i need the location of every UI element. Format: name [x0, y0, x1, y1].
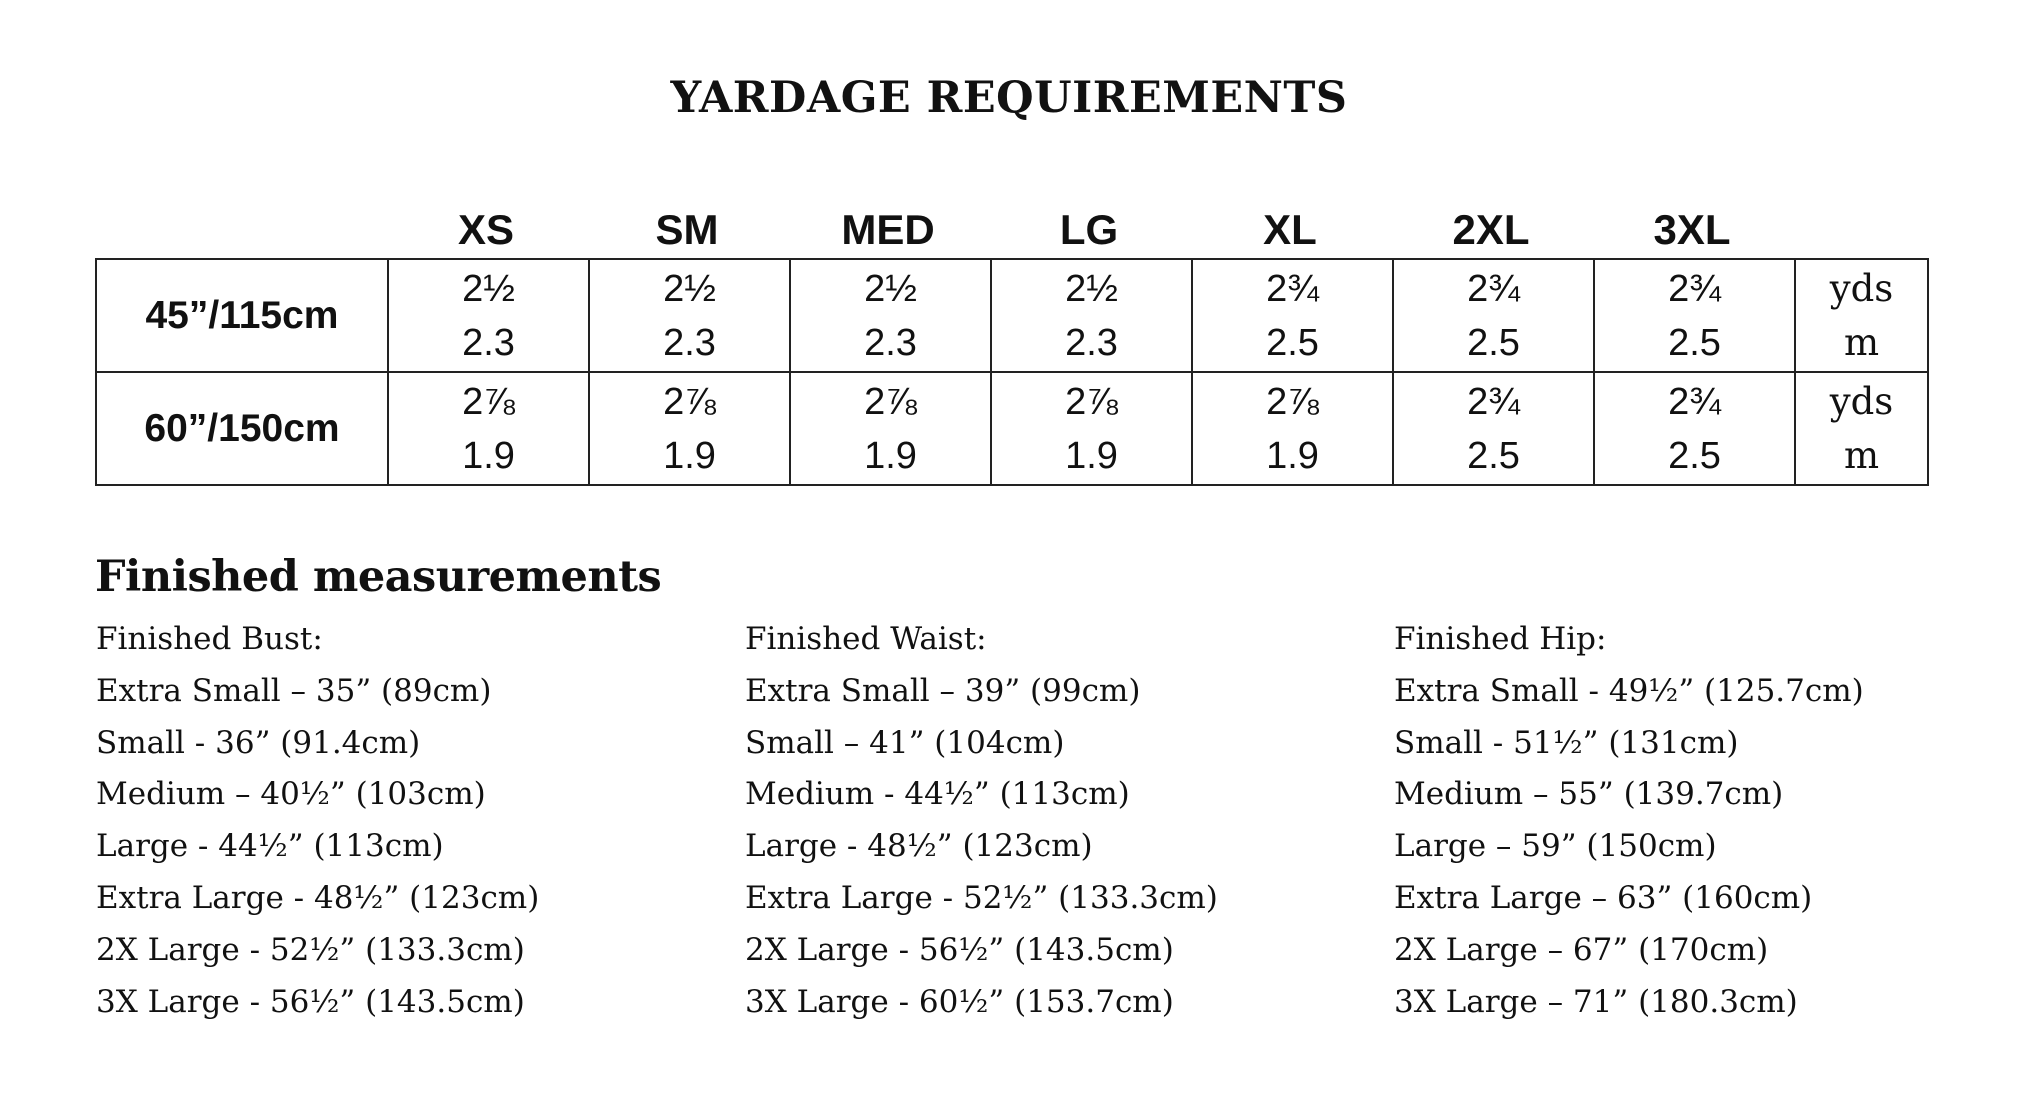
- fabric-width-label: 60”/150cm: [96, 372, 388, 485]
- size-header-xl: XL: [1263, 206, 1317, 253]
- list-item: 2X Large - 56½” (143.5cm): [745, 931, 1174, 968]
- meters-value: 1.9: [663, 434, 716, 477]
- page-title: YARDAGE REQUIREMENTS: [670, 73, 1348, 123]
- unit-cell: [1795, 372, 1928, 485]
- list-item: Extra Large - 48½” (123cm): [96, 879, 540, 916]
- value-cell-lg: [991, 372, 1192, 485]
- finished-bust-column: [96, 614, 736, 1028]
- size-header-2xl: 2XL: [1452, 206, 1530, 253]
- value-cell-xl: [1192, 259, 1393, 372]
- value-cell-xs: [388, 259, 589, 372]
- finished-hip-column: [1394, 614, 2018, 1028]
- value-cell-3xl: [1594, 259, 1795, 372]
- table-row-45-inch: [96, 259, 1928, 372]
- meters-value: 2.3: [663, 321, 716, 364]
- yards-value: 2⅞: [1065, 380, 1118, 423]
- value-cell-xs: [388, 372, 589, 485]
- size-header-lg: LG: [1059, 206, 1119, 253]
- unit-yards: yds: [1829, 379, 1894, 423]
- meters-value: 2.5: [1467, 434, 1520, 477]
- yards-value: 2½: [462, 267, 515, 310]
- fabric-width-label: 45”/115cm: [96, 259, 388, 372]
- column-title: Finished Hip:: [1394, 621, 1607, 657]
- finished-measurements-heading: Finished measurements: [95, 552, 662, 602]
- meters-value: 1.9: [1266, 434, 1319, 477]
- list-item: Large - 44½” (113cm): [96, 828, 444, 865]
- value-cell-med: [790, 372, 991, 485]
- size-header-med: MED: [841, 206, 935, 253]
- yards-value: 2¾: [1467, 267, 1520, 310]
- list-item: Small – 41” (104cm): [745, 724, 1065, 761]
- list-item: Extra Large – 63” (160cm): [1394, 879, 1813, 916]
- unit-meters: m: [1843, 320, 1880, 364]
- meters-value: 1.9: [1065, 434, 1118, 477]
- value-cell-xl: [1192, 372, 1393, 485]
- list-item: Large – 59” (150cm): [1394, 828, 1717, 865]
- list-item: 3X Large - 56½” (143.5cm): [96, 983, 525, 1020]
- meters-value: 2.3: [462, 321, 515, 364]
- list-item: Extra Large - 52½” (133.3cm): [745, 879, 1218, 916]
- meters-value: 2.5: [1467, 321, 1520, 364]
- yards-value: 2½: [663, 267, 716, 310]
- meters-value: 1.9: [462, 434, 515, 477]
- value-cell-sm: [589, 372, 790, 485]
- yards-value: 2⅞: [462, 380, 515, 423]
- size-header-xs: XS: [457, 206, 515, 253]
- finished-waist-column: [745, 614, 1385, 1028]
- list-item: Large - 48½” (123cm): [745, 828, 1093, 865]
- meters-value: 2.5: [1668, 434, 1721, 477]
- meters-value: 2.5: [1668, 321, 1721, 364]
- meters-value: 1.9: [864, 434, 917, 477]
- column-title: Finished Waist:: [745, 621, 987, 657]
- yards-value: 2¾: [1668, 380, 1721, 423]
- value-cell-med: [790, 259, 991, 372]
- value-cell-lg: [991, 259, 1192, 372]
- list-item: 3X Large - 60½” (153.7cm): [745, 983, 1174, 1020]
- value-cell-sm: [589, 259, 790, 372]
- meters-value: 2.3: [864, 321, 917, 364]
- list-item: Medium - 44½” (113cm): [745, 776, 1130, 813]
- size-header-sm: SM: [655, 206, 719, 253]
- yards-value: 2½: [864, 267, 917, 310]
- unit-cell: [1795, 259, 1928, 372]
- meters-value: 2.3: [1065, 321, 1118, 364]
- value-cell-2xl: [1393, 372, 1594, 485]
- list-item: Extra Small – 39” (99cm): [745, 672, 1141, 709]
- yards-value: 2⅞: [1266, 380, 1319, 423]
- value-cell-2xl: [1393, 259, 1594, 372]
- table-row-60-inch: [96, 372, 1928, 485]
- list-item: 3X Large – 71” (180.3cm): [1394, 983, 1798, 1020]
- list-item: Medium – 55” (139.7cm): [1394, 776, 1784, 813]
- yards-value: 2½: [1065, 267, 1118, 310]
- yards-value: 2⅞: [663, 380, 716, 423]
- unit-yards: yds: [1829, 266, 1894, 310]
- size-header-3xl: 3XL: [1653, 206, 1731, 253]
- yards-value: 2¾: [1668, 267, 1721, 310]
- list-item: 2X Large - 52½” (133.3cm): [96, 931, 525, 968]
- list-item: Medium – 40½” (103cm): [96, 776, 486, 813]
- list-item: Extra Small - 49½” (125.7cm): [1394, 672, 1864, 709]
- yards-value: 2¾: [1467, 380, 1520, 423]
- list-item: Small - 51½” (131cm): [1394, 724, 1739, 761]
- yardage-table: [95, 258, 1929, 486]
- list-item: 2X Large – 67” (170cm): [1394, 931, 1769, 968]
- column-title: Finished Bust:: [96, 621, 323, 657]
- value-cell-3xl: [1594, 372, 1795, 485]
- yards-value: 2⅞: [864, 380, 917, 423]
- list-item: Small - 36” (91.4cm): [96, 724, 421, 761]
- yards-value: 2¾: [1266, 267, 1319, 310]
- meters-value: 2.5: [1266, 321, 1319, 364]
- list-item: Extra Small – 35” (89cm): [96, 672, 492, 709]
- unit-meters: m: [1843, 433, 1880, 477]
